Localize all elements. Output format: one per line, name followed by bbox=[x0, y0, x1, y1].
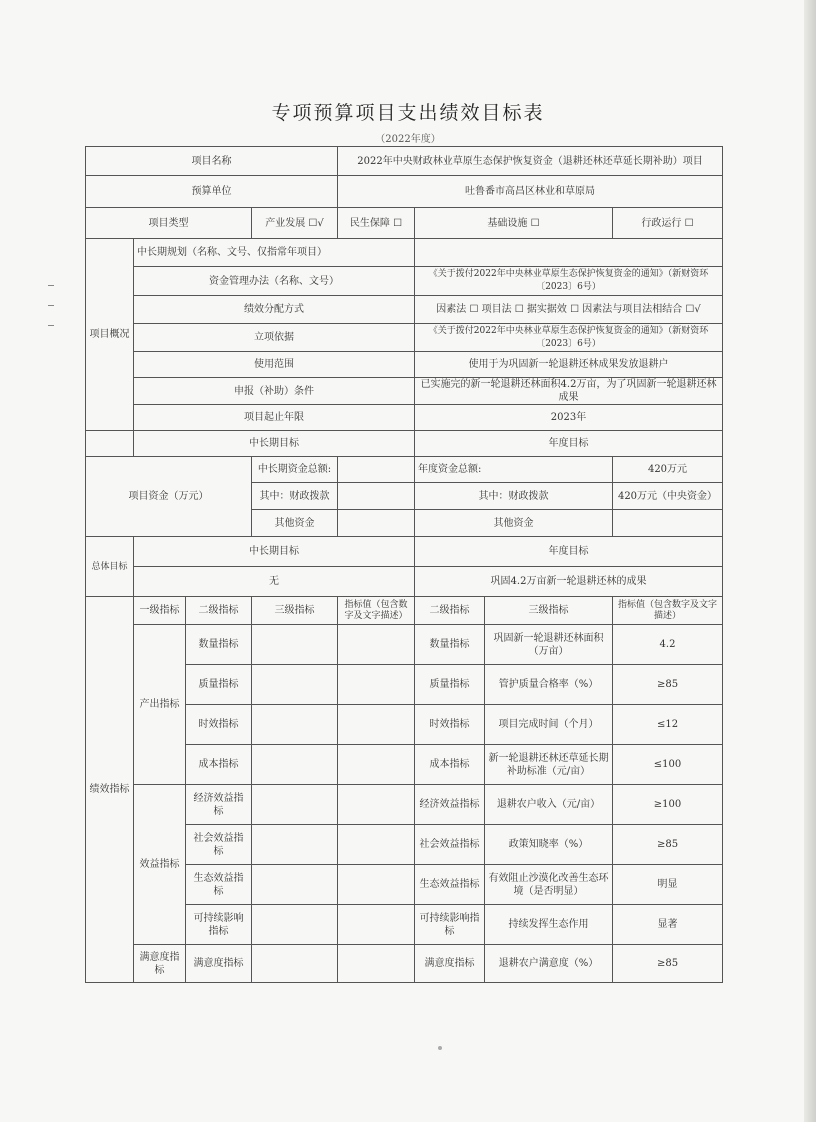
indicator-l2: 可持续影响指标 bbox=[186, 905, 252, 945]
annual-l3: 退耕农户满意度（%） bbox=[485, 945, 613, 983]
annual-value: 明显 bbox=[613, 865, 723, 905]
indicator-l3 bbox=[252, 705, 338, 745]
overall-value-row bbox=[86, 567, 723, 597]
annual-l2: 可持续影响指标 bbox=[415, 905, 485, 945]
annual-other-value bbox=[613, 510, 723, 537]
blank-cell bbox=[86, 431, 134, 457]
annual-l3: 管护质量合格率（%） bbox=[485, 665, 613, 705]
indicator-l3 bbox=[252, 785, 338, 825]
annual-fiscal-label: 其中：财政拨款 bbox=[415, 483, 613, 510]
overall-annual-header: 年度目标 bbox=[415, 537, 723, 567]
funds-label: 项目资金（万元） bbox=[86, 457, 252, 537]
annual-l3: 政策知晓率（%） bbox=[485, 825, 613, 865]
overview-item-label: 项目起止年限 bbox=[134, 405, 415, 431]
indicator-value bbox=[338, 905, 415, 945]
overview-label: 项目概况 bbox=[86, 239, 134, 431]
budget-unit-value: 吐鲁番市高昌区林业和草原局 bbox=[338, 176, 723, 208]
annual-l2: 质量指标 bbox=[415, 665, 485, 705]
indicator-value bbox=[338, 705, 415, 745]
project-type-row bbox=[86, 208, 723, 239]
indicator-l3 bbox=[252, 665, 338, 705]
annual-l3: 巩固新一轮退耕还林面积（万亩） bbox=[485, 625, 613, 665]
overview-item-label: 申报（补助）条件 bbox=[134, 378, 415, 405]
indicator-l2: 社会效益指标 bbox=[186, 825, 252, 865]
header-annual-l3: 三级指标 bbox=[485, 597, 613, 625]
annual-l3: 新一轮退耕还林还草延长期补助标准（元/亩） bbox=[485, 745, 613, 785]
indicator-value bbox=[338, 785, 415, 825]
annual-total-label: 年度资金总额: bbox=[415, 457, 613, 483]
annual-l2: 社会效益指标 bbox=[415, 825, 485, 865]
budget-unit-row bbox=[86, 176, 723, 208]
header-annual-l2: 二级指标 bbox=[415, 597, 485, 625]
mid-fiscal-label: 其中：财政拨款 bbox=[252, 483, 338, 510]
indicator-l2: 质量指标 bbox=[186, 665, 252, 705]
project-name-label: 项目名称 bbox=[86, 147, 338, 176]
indicator-value bbox=[338, 825, 415, 865]
indicator-row bbox=[86, 945, 723, 983]
type-option-administration: 行政运行 ☐ bbox=[613, 208, 723, 239]
annual-total-value: 420万元 bbox=[613, 457, 723, 483]
overview-item-value: 《关于拨付2022年中央林业草原生态保护恢复资金的通知》（新财资环〔2023〕6号） bbox=[415, 267, 723, 296]
overall-annual-value: 巩固4.2万亩新一轮退耕还林的成果 bbox=[415, 567, 723, 597]
overview-item-value: 因素法 ☐ 项目法 ☐ 据实据效 ☐ 因素法与项目法相结合 ☐√ bbox=[415, 296, 723, 324]
performance-target-table bbox=[85, 146, 723, 983]
indicator-l3 bbox=[252, 745, 338, 785]
annual-l3: 退耕农户收入（元/亩） bbox=[485, 785, 613, 825]
annual-l3: 持续发挥生态作用 bbox=[485, 905, 613, 945]
page-edge-shadow bbox=[804, 0, 816, 1122]
indicator-l2: 成本指标 bbox=[186, 745, 252, 785]
type-option-industry: 产业发展 ☐√ bbox=[252, 208, 338, 239]
mid-long-header: 中长期目标 bbox=[134, 431, 415, 457]
overall-mid-header: 中长期目标 bbox=[134, 537, 415, 567]
overall-mid-value: 无 bbox=[134, 567, 415, 597]
overview-item-value bbox=[415, 239, 723, 267]
type-option-infrastructure: 基础设施 ☐ bbox=[415, 208, 613, 239]
overview-row bbox=[86, 405, 723, 431]
annual-value: ≥85 bbox=[613, 665, 723, 705]
overview-item-value: 《关于拨付2022年中央林业草原生态保护恢复资金的通知》（新财资环〔2023〕6号） bbox=[415, 324, 723, 352]
overview-item-value: 已实施完的新一轮退耕还林面积4.2万亩，为了巩固新一轮退耕还林成果 bbox=[415, 378, 723, 405]
indicator-row bbox=[86, 625, 723, 665]
overview-row bbox=[86, 324, 723, 352]
type-option-livelihood: 民生保障 ☐ bbox=[338, 208, 415, 239]
header-l1: 一级指标 bbox=[134, 597, 186, 625]
scan-mark bbox=[48, 325, 54, 326]
header-l3: 三级指标 bbox=[252, 597, 338, 625]
document-title: 专项预算项目支出绩效目标表 bbox=[271, 102, 545, 124]
target-header-row bbox=[86, 431, 723, 457]
mid-total-label: 中长期资金总额: bbox=[252, 457, 338, 483]
mid-other-value bbox=[338, 510, 415, 537]
annual-l2: 经济效益指标 bbox=[415, 785, 485, 825]
annual-l3: 项目完成时间（个月） bbox=[485, 705, 613, 745]
funds-row bbox=[86, 457, 723, 483]
indicator-l2: 经济效益指标 bbox=[186, 785, 252, 825]
indicator-value bbox=[338, 945, 415, 983]
indicator-l3 bbox=[252, 945, 338, 983]
indicator-value bbox=[338, 865, 415, 905]
indicator-l3 bbox=[252, 865, 338, 905]
header-l2: 二级指标 bbox=[186, 597, 252, 625]
scan-mark bbox=[48, 285, 54, 286]
mid-other-label: 其他资金 bbox=[252, 510, 338, 537]
indicator-l2: 数量指标 bbox=[186, 625, 252, 665]
overview-row bbox=[86, 378, 723, 405]
overview-item-label: 中长期规划（名称、文号、仅指常年项目） bbox=[134, 239, 415, 267]
overview-item-value: 2023年 bbox=[415, 405, 723, 431]
mid-total-value bbox=[338, 457, 415, 483]
annual-value: 4.2 bbox=[613, 625, 723, 665]
indicator-l3 bbox=[252, 825, 338, 865]
header-annual-value: 指标值（包含数字及文字描述） bbox=[613, 597, 723, 625]
overview-item-label: 绩效分配方式 bbox=[134, 296, 415, 324]
overview-row bbox=[86, 239, 723, 267]
annual-l2: 成本指标 bbox=[415, 745, 485, 785]
annual-value: ≤12 bbox=[613, 705, 723, 745]
indicator-l3 bbox=[252, 625, 338, 665]
project-name-value: 2022年中央财政林业草原生态保护恢复资金（退耕还林还草延长期补助）项目 bbox=[338, 147, 723, 176]
annual-l2: 时效指标 bbox=[415, 705, 485, 745]
overall-label: 总体目标 bbox=[86, 537, 134, 597]
overview-row bbox=[86, 267, 723, 296]
overview-item-value: 使用于为巩固新一轮退耕还林成果发放退耕户 bbox=[415, 352, 723, 378]
indicators-label: 绩效指标 bbox=[86, 597, 134, 983]
scan-mark bbox=[48, 305, 54, 306]
annual-value: 显著 bbox=[613, 905, 723, 945]
satisfaction-indicator-label: 满意度指标 bbox=[134, 945, 186, 983]
overview-item-label: 立项依据 bbox=[134, 324, 415, 352]
output-indicator-label: 产出指标 bbox=[134, 625, 186, 785]
annual-header: 年度目标 bbox=[415, 431, 723, 457]
annual-value: ≤100 bbox=[613, 745, 723, 785]
benefit-indicator-label: 效益指标 bbox=[134, 785, 186, 945]
overview-item-label: 资金管理办法（名称、文号） bbox=[134, 267, 415, 296]
annual-other-label: 其他资金 bbox=[415, 510, 613, 537]
annual-l2: 数量指标 bbox=[415, 625, 485, 665]
indicator-l2: 时效指标 bbox=[186, 705, 252, 745]
annual-value: ≥85 bbox=[613, 945, 723, 983]
indicator-row bbox=[86, 785, 723, 825]
indicator-l2: 生态效益指标 bbox=[186, 865, 252, 905]
annual-fiscal-value: 420万元（中央资金） bbox=[613, 483, 723, 510]
annual-l2: 生态效益指标 bbox=[415, 865, 485, 905]
indicator-value bbox=[338, 745, 415, 785]
project-name-row bbox=[86, 147, 723, 176]
header-value: 指标值（包含数字及文字描述） bbox=[338, 597, 415, 625]
overall-header-row bbox=[86, 537, 723, 567]
mid-fiscal-value bbox=[338, 483, 415, 510]
overview-row bbox=[86, 352, 723, 378]
budget-unit-label: 预算单位 bbox=[86, 176, 338, 208]
annual-l2: 满意度指标 bbox=[415, 945, 485, 983]
indicator-value bbox=[338, 625, 415, 665]
scan-dot bbox=[438, 1046, 442, 1050]
annual-value: ≥100 bbox=[613, 785, 723, 825]
overview-item-label: 使用范围 bbox=[134, 352, 415, 378]
annual-value: ≥85 bbox=[613, 825, 723, 865]
indicator-value bbox=[338, 665, 415, 705]
overview-row bbox=[86, 296, 723, 324]
annual-l3: 有效阻止沙漠化改善生态环境（是否明显） bbox=[485, 865, 613, 905]
document-year: （2022年度） bbox=[375, 134, 441, 145]
indicator-header-row bbox=[86, 597, 723, 625]
project-type-label: 项目类型 bbox=[86, 208, 252, 239]
indicator-l2: 满意度指标 bbox=[186, 945, 252, 983]
indicator-l3 bbox=[252, 905, 338, 945]
